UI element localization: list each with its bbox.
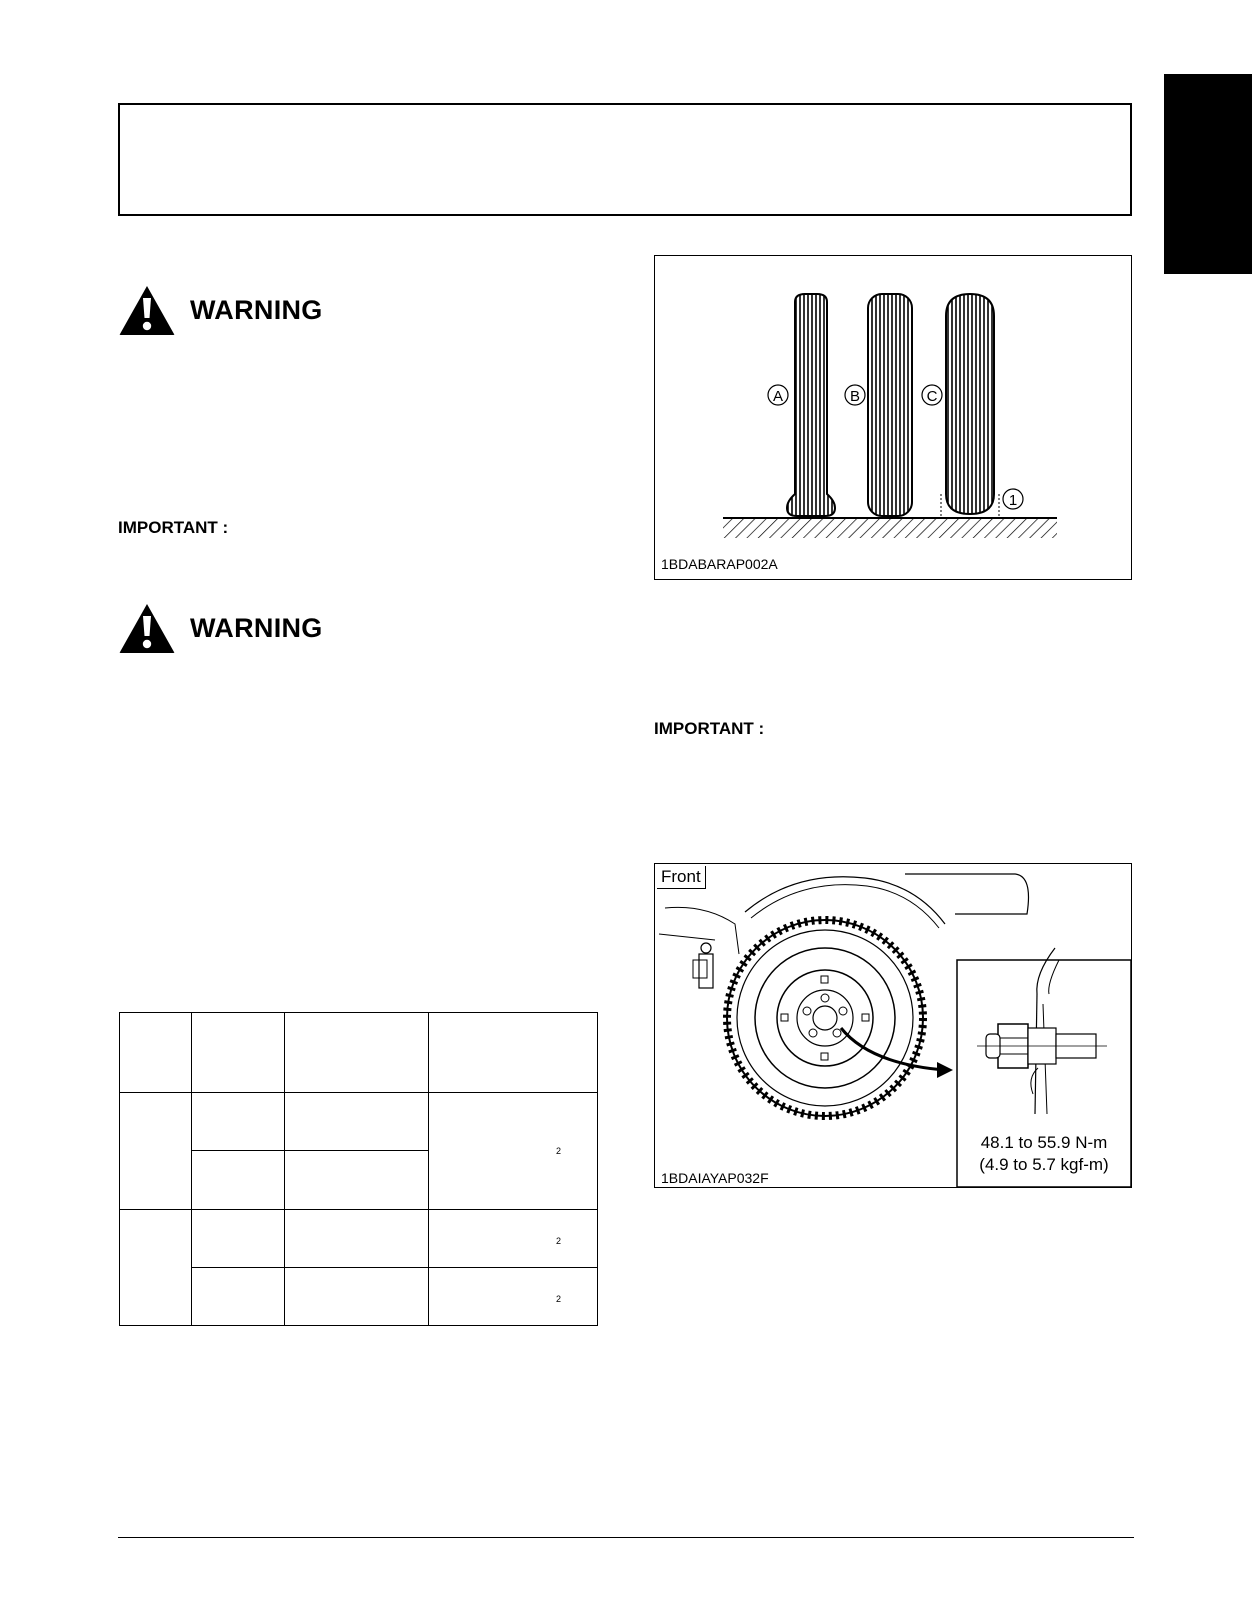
section-title-box — [118, 103, 1132, 216]
table-cell — [120, 1209, 192, 1325]
table-cell — [192, 1013, 285, 1093]
torque-kgfm: (4.9 to 5.7 kgf-m) — [979, 1155, 1109, 1174]
table-cell — [192, 1151, 285, 1209]
table-cell — [192, 1209, 285, 1267]
callout-b: B — [849, 388, 861, 405]
tire-inflation-figure — [654, 255, 1132, 580]
table-row — [120, 1209, 598, 1267]
torque-nm: 48.1 to 55.9 N-m — [980, 1133, 1108, 1152]
tire-b — [868, 294, 912, 516]
table-cell — [192, 1093, 285, 1151]
front-label: Front — [657, 866, 706, 889]
table-cell — [429, 1267, 598, 1325]
callout-a: A — [772, 388, 784, 405]
table-row — [120, 1267, 598, 1325]
figure-code: 1BDABARAP002A — [661, 556, 778, 572]
table-cell — [285, 1093, 429, 1151]
table-cell — [429, 1013, 598, 1093]
table-cell — [285, 1209, 429, 1267]
table-row — [120, 1093, 598, 1151]
warning-label: WARNING — [190, 612, 323, 643]
tire-illustration — [655, 256, 1131, 579]
table-header-row — [120, 1013, 598, 1093]
important-label-1: IMPORTANT : — [118, 518, 229, 537]
wheel-bolt-figure — [654, 863, 1132, 1188]
tire-a — [787, 294, 835, 516]
callout-1: 1 — [1008, 492, 1018, 509]
torque-spec — [958, 1132, 1130, 1176]
warning-triangle-icon — [118, 602, 176, 654]
footer-rule — [118, 1537, 1134, 1538]
unit-superscript: 2 — [556, 1293, 562, 1304]
table-cell — [120, 1013, 192, 1093]
warning-heading-1 — [118, 284, 323, 336]
table-cell — [285, 1267, 429, 1325]
figure-code: 1BDAIAYAP032F — [661, 1170, 769, 1186]
table-cell — [429, 1209, 598, 1267]
warning-heading-2 — [118, 602, 323, 654]
callout-c: C — [926, 388, 938, 405]
important-label-2: IMPORTANT : — [654, 719, 765, 738]
table-cell — [429, 1093, 598, 1209]
unit-superscript: 2 — [556, 1146, 562, 1157]
warning-triangle-icon — [118, 284, 176, 336]
table-cell — [120, 1093, 192, 1209]
tire-c — [946, 294, 994, 514]
table-cell — [285, 1013, 429, 1093]
tire-pressure-table — [119, 1012, 598, 1326]
section-tab — [1164, 74, 1252, 274]
warning-label: WARNING — [190, 294, 323, 325]
unit-superscript: 2 — [556, 1235, 562, 1246]
table-cell — [192, 1267, 285, 1325]
table-cell — [285, 1151, 429, 1209]
